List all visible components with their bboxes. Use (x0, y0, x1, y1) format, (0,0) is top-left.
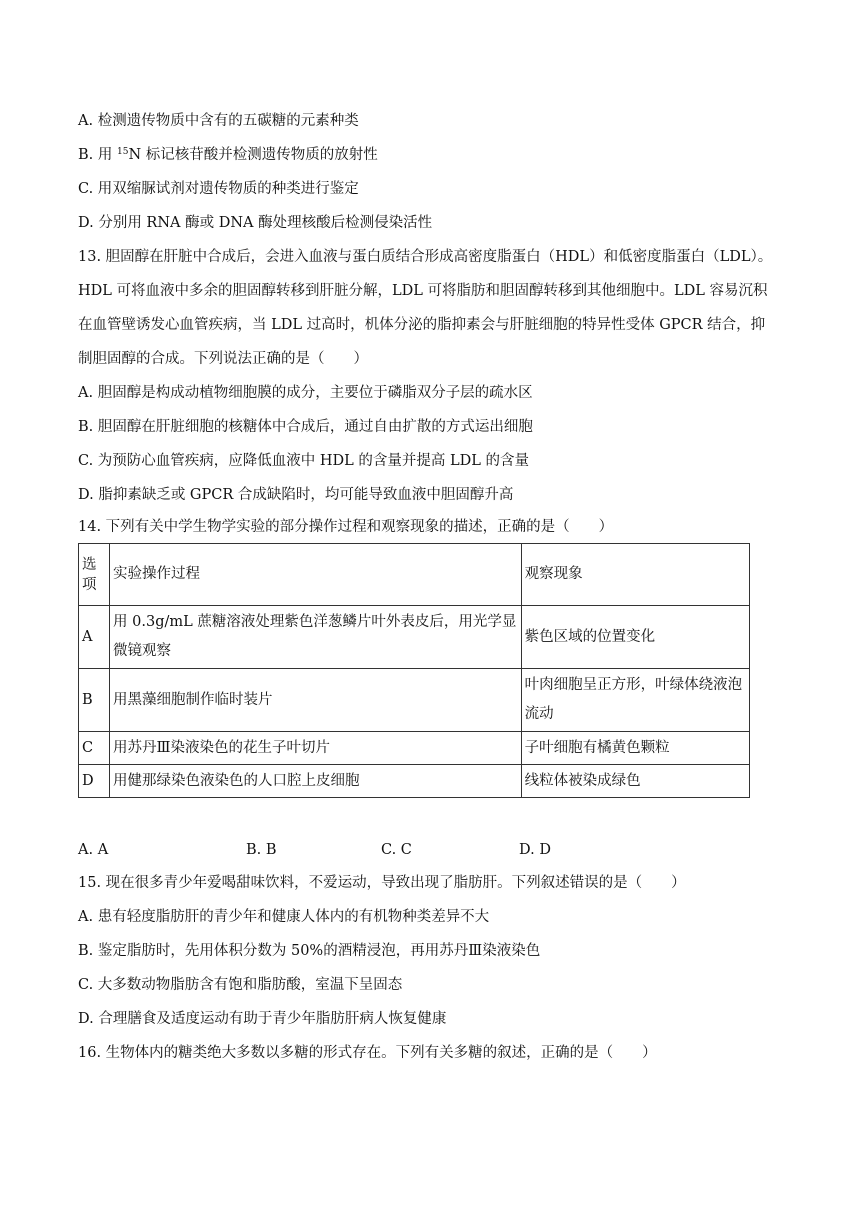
experiment-table (78, 543, 750, 798)
header-option: 选项 (79, 544, 110, 606)
q14-answer-c: C. C (381, 842, 412, 858)
q13-stem-line: 在血管壁诱发心血管疾病，当 LDL 过高时，机体分泌的脂抑素会与肝脏细胞的特异性受体 GPCR 结合，抑 (78, 317, 766, 333)
q15-option-d: D. 合理膳食及适度运动有助于青少年脂肪肝病人恢复健康 (78, 1011, 447, 1027)
q12-option-d: D. 分别用 RNA 酶或 DNA 酶处理核酸后检测侵染活性 (78, 215, 433, 231)
header-observation: 观察现象 (521, 544, 749, 606)
cell-procedure: 用苏丹Ⅲ染液染色的花生子叶切片 (110, 732, 522, 765)
q14-answer-b: B. B (246, 842, 277, 858)
q12-option-c: C. 用双缩脲试剂对遗传物质的种类进行鉴定 (78, 181, 359, 197)
q13-option-c: C. 为预防心血管疾病，应降低血液中 HDL 的含量并提高 LDL 的含量 (78, 453, 530, 469)
q13-option-b: B. 胆固醇在肝脏细胞的核糖体中合成后，通过自由扩散的方式运出细胞 (78, 419, 533, 435)
cell-observation: 叶肉细胞呈正方形，叶绿体绕液泡流动 (521, 669, 749, 732)
q12-option-a: A. 检测遗传物质中含有的五碳糖的元素种类 (78, 113, 359, 129)
table-header-row (79, 544, 750, 606)
cell-option: C (79, 732, 110, 765)
q14-answer-a: A. A (78, 842, 109, 858)
cell-option: D (79, 765, 110, 798)
q13-stem-line: 制胆固醇的合成。下列说法正确的是（ ） (78, 351, 368, 367)
cell-observation: 线粒体被染成绿色 (521, 765, 749, 798)
q13-option-a: A. 胆固醇是构成动植物细胞膜的成分，主要位于磷脂双分子层的疏水区 (78, 385, 533, 401)
header-procedure: 实验操作过程 (110, 544, 522, 606)
table-row (79, 606, 750, 669)
cell-observation: 紫色区域的位置变化 (521, 606, 749, 669)
q12-option-b-pre: B. 用 (78, 147, 117, 163)
q15-option-b: B. 鉴定脂肪时，先用体积分数为 50%的酒精浸泡，再用苏丹Ⅲ染液染色 (78, 943, 541, 959)
cell-procedure: 用黑藻细胞制作临时装片 (110, 669, 522, 732)
cell-procedure: 用 0.3g/mL 蔗糖溶液处理紫色洋葱鳞片叶外表皮后，用光学显微镜观察 (110, 606, 522, 669)
q13-stem (78, 240, 783, 376)
cell-option: B (79, 669, 110, 732)
q14-answer-d: D. D (519, 842, 551, 858)
table-row (79, 669, 750, 732)
q13-option-d: D. 脂抑素缺乏或 GPCR 合成缺陷时，均可能导致血液中胆固醇升高 (78, 487, 514, 503)
cell-option: A (79, 606, 110, 669)
cell-observation: 子叶细胞有橘黄色颗粒 (521, 732, 749, 765)
q16-stem: 16. 生物体内的糖类绝大多数以多糖的形式存在。下列有关多糖的叙述，正确的是（ ） (78, 1045, 657, 1061)
q13-stem-line: 13. 胆固醇在肝脏中合成后，会进入血液与蛋白质结合形成高密度脂蛋白（HDL）和低密度脂蛋白（LDL）。 (78, 249, 773, 265)
q15-option-a: A. 患有轻度脂肪肝的青少年和健康人体内的有机物种类差异不大 (78, 909, 490, 925)
q12-option-b (78, 145, 378, 165)
q12-option-b-post: N 标记核苷酸并检测遗传物质的放射性 (128, 147, 378, 163)
q14-answer-options (78, 840, 778, 860)
table-row (79, 765, 750, 798)
q13-stem-line: HDL 可将血液中多余的胆固醇转移到肝脏分解，LDL 可将脂肪和胆固醇转移到其他细胞中。LDL 容易沉积 (78, 283, 768, 299)
q12-option-b-superscript: 15 (116, 147, 129, 157)
table-row (79, 732, 750, 765)
q15-option-c: C. 大多数动物脂肪含有饱和脂肪酸，室温下呈固态 (78, 977, 403, 993)
cell-procedure: 用健那绿染色液染色的人口腔上皮细胞 (110, 765, 522, 798)
q14-stem: 14. 下列有关中学生物学实验的部分操作过程和观察现象的描述，正确的是（ ） (78, 519, 614, 535)
q15-stem: 15. 现在很多青少年爱喝甜味饮料，不爱运动，导致出现了脂肪肝。下列叙述错误的是（ ） (78, 875, 686, 891)
